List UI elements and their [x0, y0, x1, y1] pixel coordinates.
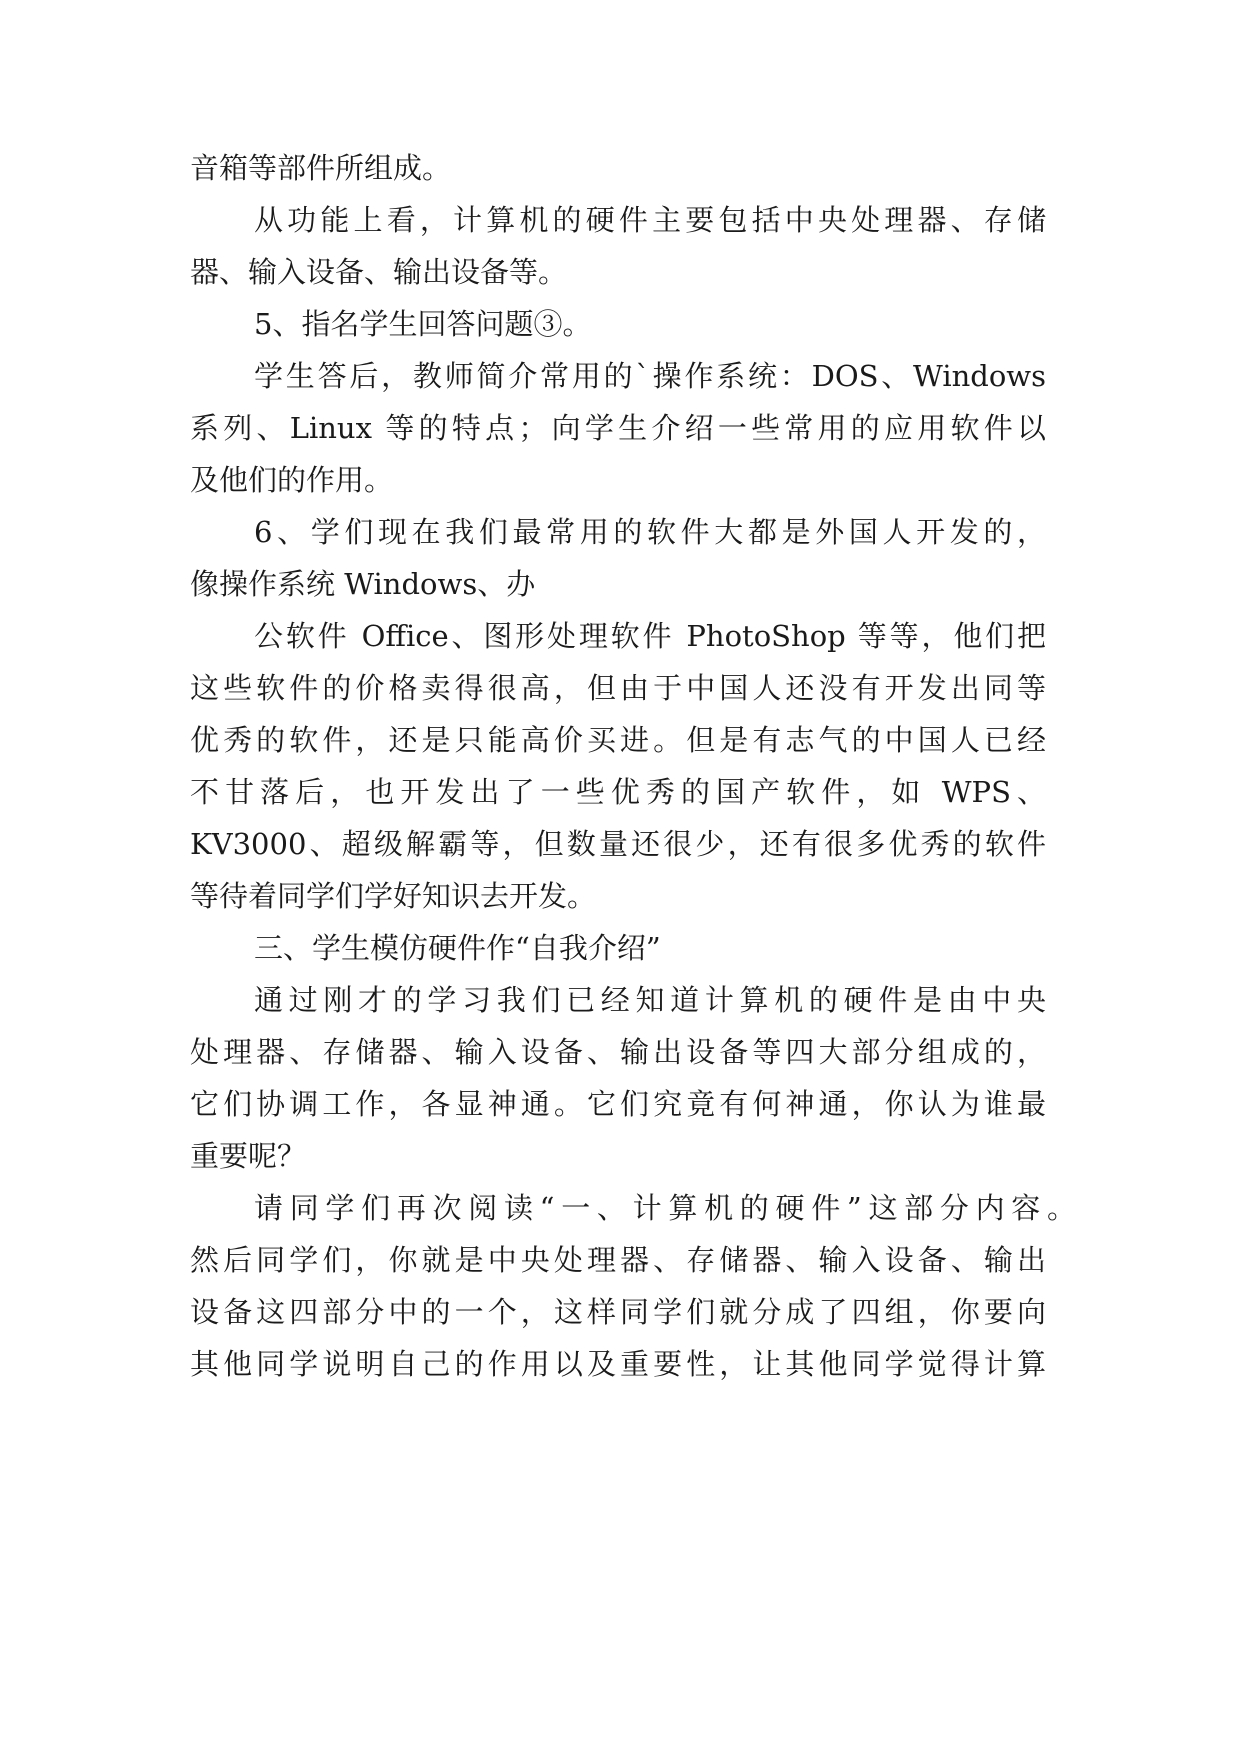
text-line-14: KV3000、超级解霸等，但数量还很少，还有很多优秀的软件: [190, 827, 1046, 861]
text-line-15: 等待着同学们学好知识去开发。: [190, 879, 597, 913]
text-line-13: 不甘落后，也开发出了一些优秀的国产软件，如 WPS、: [190, 775, 1046, 809]
text-line-2: 从功能上看，计算机的硬件主要包括中央处理器、存储: [254, 203, 1046, 237]
text-line-21: 请同学们再次阅读“一、计算机的硬件”这部分内容。: [254, 1191, 1076, 1225]
text-line-18: 处理器、存储器、输入设备、输出设备等四大部分组成的，: [190, 1035, 1046, 1069]
text-line-16: 三、学生模仿硬件作“自我介绍”: [254, 931, 661, 965]
text-line-20: 重要呢？: [190, 1139, 307, 1173]
text-line-24: 其他同学说明自己的作用以及重要性，让其他同学觉得计算: [190, 1347, 1046, 1381]
text-line-5: 学生答后，教师简介常用的`操作系统：DOS、Windows: [254, 359, 1046, 393]
text-line-1: 音箱等部件所组成。: [190, 151, 452, 185]
text-line-19: 它们协调工作，各显神通。它们究竟有何神通，你认为谁最: [190, 1087, 1046, 1121]
text-line-23: 设备这四部分中的一个，这样同学们就分成了四组，你要向: [190, 1295, 1046, 1329]
text-line-12: 优秀的软件，还是只能高价买进。但是有志气的中国人已经: [190, 723, 1046, 757]
text-line-4: 5、指名学生回答问题③。: [254, 307, 592, 341]
text-line-17: 通过刚才的学习我们已经知道计算机的硬件是由中央: [254, 983, 1046, 1017]
text-line-7: 及他们的作用。: [190, 463, 394, 497]
text-line-10: 公软件 Office、图形处理软件 PhotoShop 等等，他们把: [254, 619, 1046, 653]
text-line-3: 器、输入设备、输出设备等。: [190, 255, 568, 289]
text-line-11: 这些软件的价格卖得很高，但由于中国人还没有开发出同等: [190, 671, 1046, 705]
text-line-9: 像操作系统 Windows、办: [190, 567, 536, 601]
text-line-6: 系列、Linux 等的特点；向学生介绍一些常用的应用软件以: [190, 411, 1046, 445]
text-line-22: 然后同学们，你就是中央处理器、存储器、输入设备、输出: [190, 1243, 1046, 1277]
text-line-8: 6、学们现在我们最常用的软件大都是外国人开发的，: [254, 515, 1046, 549]
